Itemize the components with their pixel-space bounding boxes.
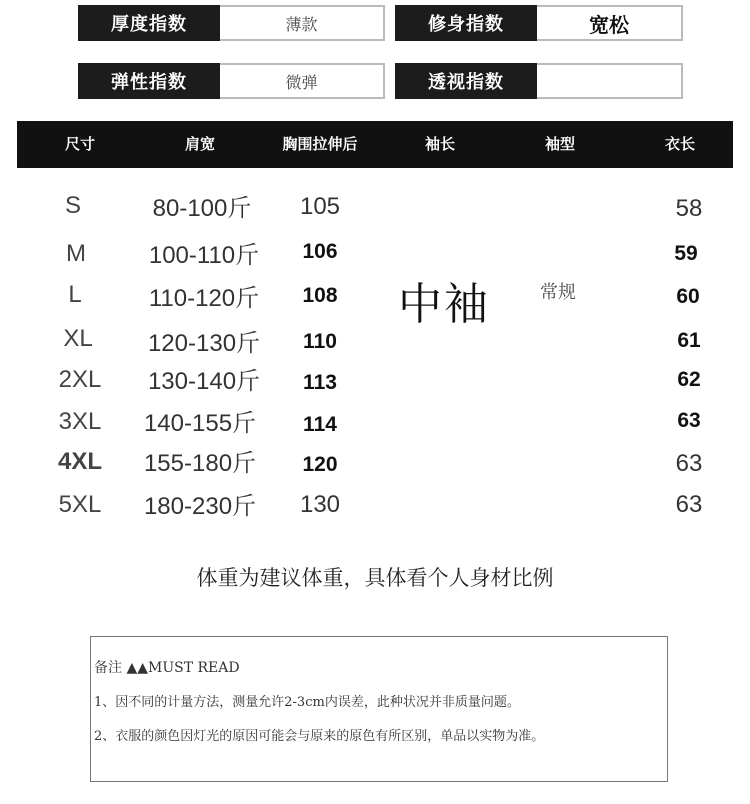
cell-length: 63: [675, 491, 703, 518]
cell-size: XL: [63, 325, 93, 352]
attr-elasticity: [78, 63, 385, 99]
attr-transparency: [395, 63, 683, 99]
header-sleeve-length: 袖长: [424, 135, 456, 153]
cell-size: L: [68, 281, 82, 308]
cell-size: 2XL: [58, 366, 102, 393]
cell-length: 63: [677, 409, 701, 432]
cell-weight: 80-100斤: [152, 195, 252, 222]
cell-size: M: [66, 240, 86, 267]
attr-transparency-value: [537, 63, 683, 99]
header-chest: 胸围拉伸后: [282, 135, 358, 153]
must-read-line-2: 2、衣服的颜色因灯光的原因可能会与原来的原色有所区别，单品以实物为准。: [94, 729, 545, 744]
cell-weight: 100-110斤: [148, 242, 260, 269]
sleeve-type-value: 常规: [540, 282, 576, 303]
cell-size: 5XL: [58, 491, 102, 518]
attr-elasticity-value: 微弹: [220, 63, 385, 99]
cell-weight: 110-120斤: [148, 285, 260, 312]
cell-chest: 105: [299, 193, 341, 220]
attr-thickness: [78, 5, 385, 41]
must-read-title: 备注 ▲▲MUST READ: [94, 660, 240, 676]
cell-length: 63: [675, 450, 703, 477]
must-read-line-1: 1、因不同的计量方法，测量允许2-3cm内误差，此种状况并非质量问题。: [94, 695, 520, 710]
attr-thickness-label: 厚度指数: [78, 5, 220, 41]
size-table-header: [17, 121, 733, 168]
cell-size: S: [64, 192, 82, 219]
cell-chest: 106: [302, 240, 338, 263]
cell-size: 3XL: [58, 408, 102, 435]
cell-chest: 120: [302, 453, 338, 476]
cell-weight: 180-230斤: [143, 493, 257, 520]
attr-transparency-label: 透视指数: [395, 63, 537, 99]
cell-size: 4XL: [57, 448, 103, 475]
cell-length: 60: [676, 285, 700, 308]
cell-chest: 113: [303, 371, 337, 394]
header-sleeve-type: 袖型: [544, 135, 576, 153]
attr-elasticity-label: 弹性指数: [78, 63, 220, 99]
cell-weight: 140-155斤: [143, 410, 257, 437]
header-shoulder: 肩宽: [184, 135, 216, 153]
cell-chest: 130: [299, 491, 341, 518]
cell-length: 61: [677, 329, 701, 352]
cell-length: 62: [677, 368, 701, 391]
cell-length: 58: [675, 195, 703, 222]
sleeve-length-value: 中袖: [398, 279, 490, 330]
weight-note: 体重为建议体重，具体看个人身材比例: [196, 566, 554, 590]
cell-chest: 108: [302, 284, 338, 307]
attr-fit: [395, 5, 683, 41]
cell-length: 59: [674, 242, 698, 265]
cell-chest: 110: [303, 330, 337, 353]
cell-chest: 114: [303, 413, 337, 436]
cell-weight: 130-140斤: [147, 368, 261, 395]
attr-thickness-value: 薄款: [220, 5, 385, 41]
must-read-box: [90, 636, 668, 782]
attr-fit-value: 宽松: [537, 5, 683, 41]
attr-fit-label: 修身指数: [395, 5, 537, 41]
header-size: 尺寸: [64, 135, 96, 153]
cell-weight: 120-130斤: [147, 330, 261, 357]
header-length: 衣长: [664, 135, 696, 153]
cell-weight: 155-180斤: [143, 450, 257, 477]
